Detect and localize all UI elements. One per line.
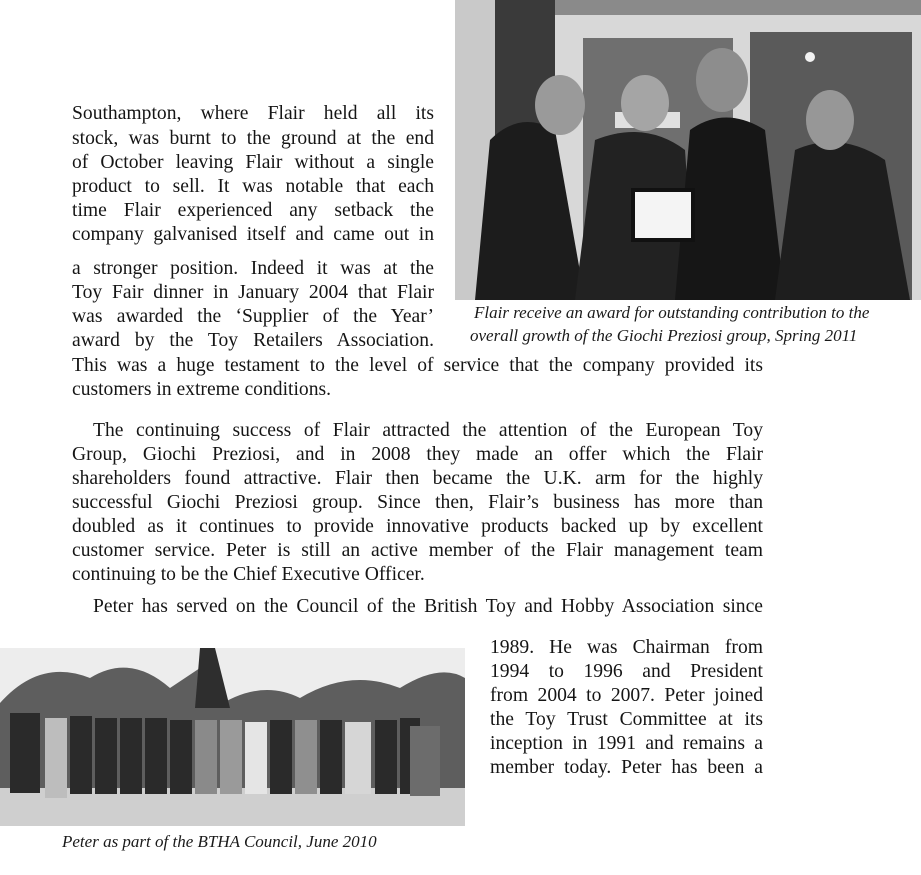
text-line: the Toy Trust Committee at its [490, 709, 763, 730]
text-line: Peter has served on the Council of the British Toy and Hobby Association since [93, 596, 763, 617]
text-line: a stronger position. Indeed it was at the [72, 258, 434, 279]
text-line: customers in extreme conditions. [72, 379, 332, 400]
text-line: shareholders found attractive. Flair then became the U.K. arm for the highly [72, 468, 763, 489]
council-photo [0, 648, 465, 826]
text-line: customer service. Peter is still an active member of the Flair management team [72, 540, 763, 561]
text-line: continuing to be the Chief Executive Officer. [72, 564, 425, 585]
text-line: time Flair experienced any setback the [72, 200, 434, 221]
council-photo-caption: Peter as part of the BTHA Council, June 2010 [62, 832, 377, 851]
text-line: award by the Toy Retailers Association. [72, 330, 434, 351]
text-line: product to sell. It was notable that each [72, 176, 434, 197]
text-line: was awarded the ‘Supplier of the Year’ [72, 306, 434, 327]
text-line: Toy Fair dinner in January 2004 that Flair [72, 282, 434, 303]
text-line: inception in 1991 and remains a [490, 733, 763, 754]
text-line: Southampton, where Flair held all its [72, 103, 434, 124]
text-line: stock, was burnt to the ground at the end [72, 128, 434, 149]
award-photo [455, 0, 921, 300]
text-line: successful Giochi Preziosi group. Since then, Flair’s business has more than [72, 492, 763, 513]
text-line: This was a huge testament to the level of service that the company provided its [72, 355, 763, 376]
text-line: company galvanised itself and came out in [72, 224, 434, 245]
council-photo-image [0, 648, 465, 826]
text-line: member today. Peter has been a [490, 757, 763, 778]
caption-line: Flair receive an award for outstanding contribution to the [474, 303, 870, 322]
text-line: 1994 to 1996 and President [490, 661, 763, 682]
award-photo-image [455, 0, 921, 300]
text-line: of October leaving Flair without a single [72, 152, 434, 173]
text-line: The continuing success of Flair attracted the attention of the European Toy [93, 420, 763, 441]
text-line: doubled as it continues to provide innovative products backed up by excellent [72, 516, 763, 537]
caption-line: overall growth of the Giochi Preziosi group, Spring 2011 [470, 326, 858, 345]
text-line: 1989. He was Chairman from [490, 637, 763, 658]
text-line: from 2004 to 2007. Peter joined [490, 685, 763, 706]
text-line: Group, Giochi Preziosi, and in 2008 they made an offer which the Flair [72, 444, 763, 465]
